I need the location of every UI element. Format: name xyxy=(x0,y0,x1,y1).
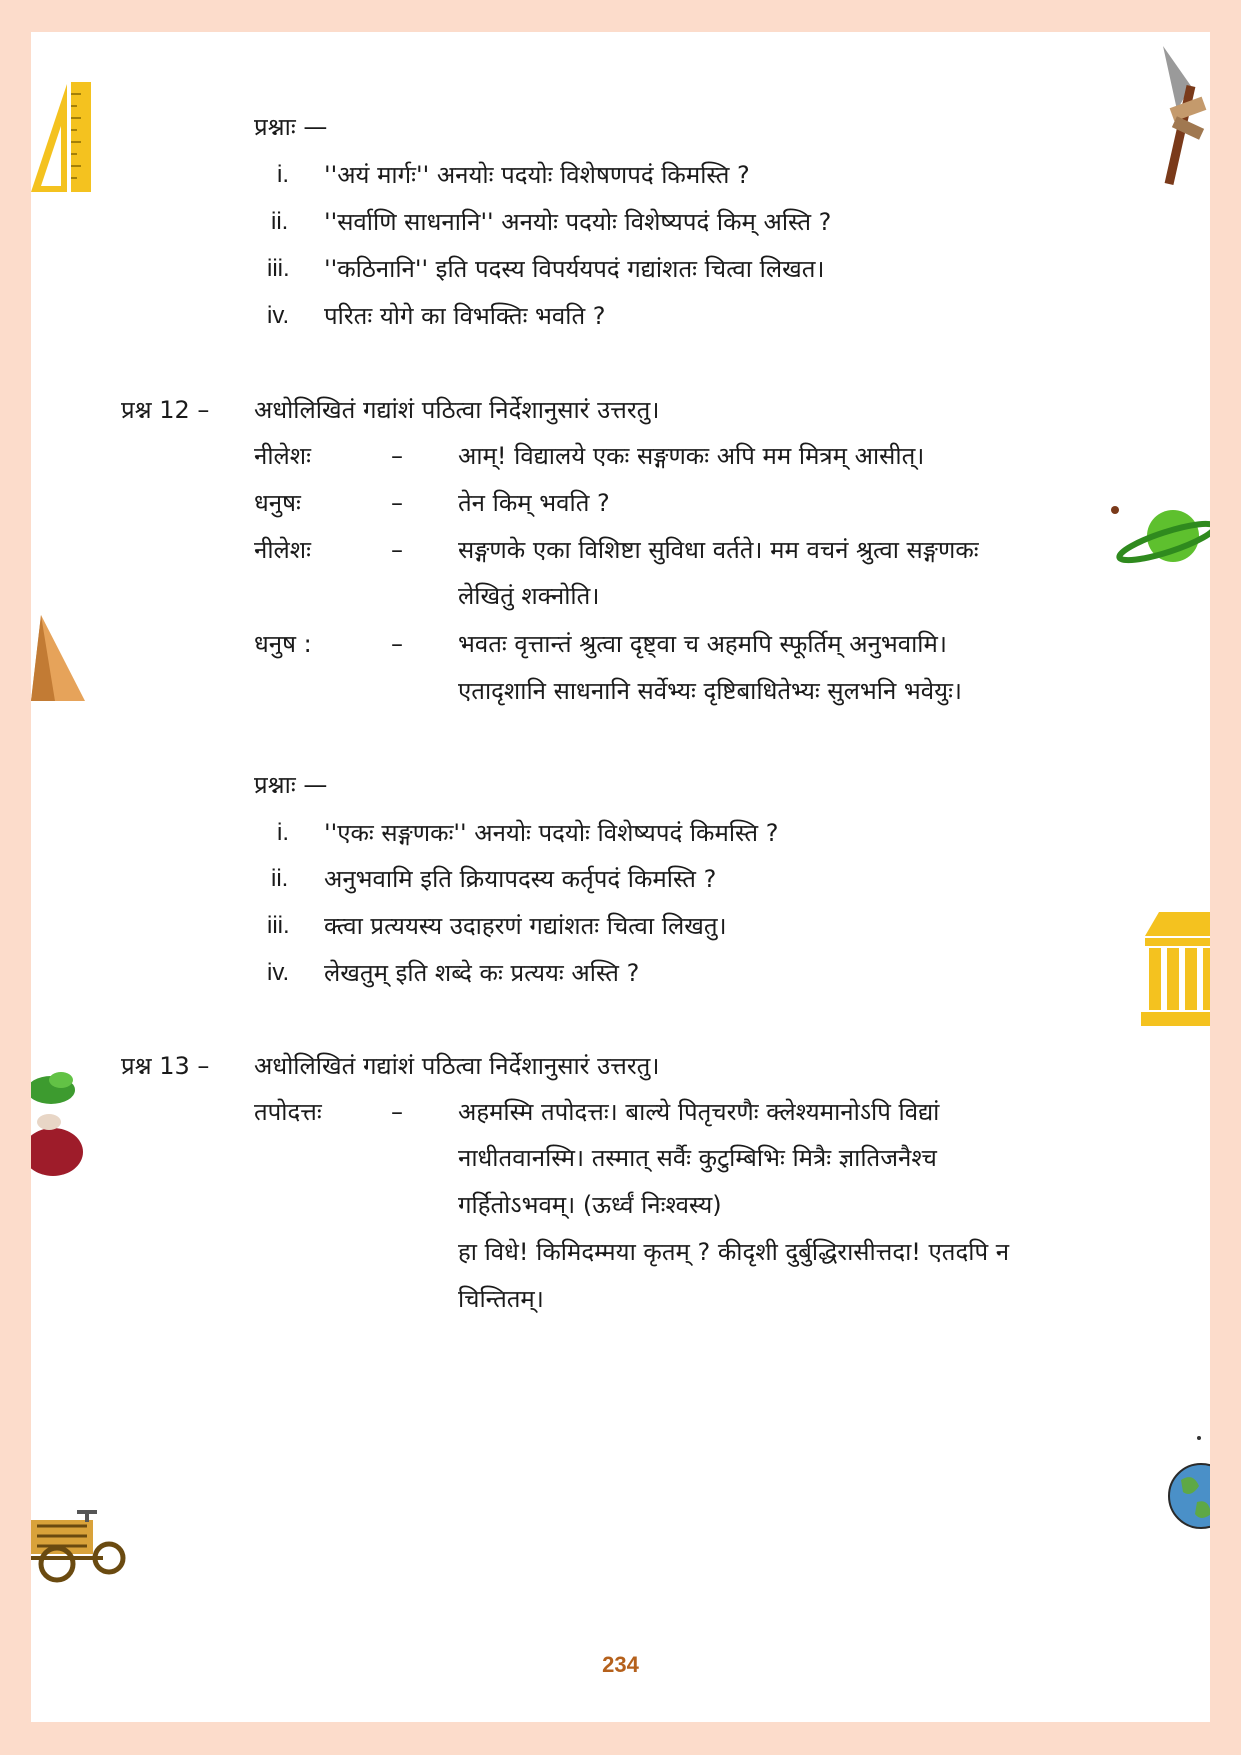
ruler-set-square-icon xyxy=(31,82,93,192)
globe-icon xyxy=(1161,1432,1210,1532)
dialogue-dash: – xyxy=(391,489,403,517)
question-label: प्रश्न 12 – xyxy=(121,396,210,424)
questions-heading: प्रश्नाः — xyxy=(254,771,328,799)
item-number: iv. xyxy=(267,959,290,986)
dialogue-dash: – xyxy=(391,536,403,564)
dialogue-line: गर्हितोऽभवम्। (ऊर्ध्वं निःश्वस्य) xyxy=(458,1191,722,1219)
dialogue-line: भवतः वृत्तान्तं श्रुत्वा दृष्ट्वा च अहमपि स्फूर्तिम् अनुभवामि। xyxy=(458,630,947,658)
item-number: ii. xyxy=(271,208,289,235)
dialogue-line: चिन्तितम्। xyxy=(458,1285,544,1313)
dialogue-line: नाधीतवानस्मि। तस्मात् सर्वैः कुटुम्बिभिः मित्रैः ज्ञातिजनैश्च xyxy=(458,1144,937,1172)
question-text: ''सर्वाणि साधनानि'' अनयोः पदयोः विशेष्यपदं किम् अस्ति ? xyxy=(324,208,832,236)
question-text: ''अयं मार्गः'' अनयोः पदयोः विशेषणपदं किमस्ति ? xyxy=(324,161,750,189)
dialogue-line: तेन किम् भवति ? xyxy=(458,489,610,517)
stone-axe-icon xyxy=(1151,46,1210,186)
item-number: ii. xyxy=(271,865,289,892)
dialogue-line: अहमस्मि तपोदत्तः। बाल्ये पितृचरणैः क्लेश्यमानोऽपि विद्यां xyxy=(458,1098,940,1126)
dialogue-line: हा विधे! किमिदम्मया कृतम् ? कीदृशी दुर्बुद्धिरासीत्तदा! एतदपि न xyxy=(458,1238,1010,1266)
question-text: लेखतुम् इति शब्दे कः प्रत्ययः अस्ति ? xyxy=(324,959,640,987)
question-text: ''एकः सङ्गणकः'' अनयोः पदयोः विशेष्यपदं किमस्ति ? xyxy=(324,819,779,847)
speaker-name: नीलेशः xyxy=(254,442,311,470)
speaker-name: नीलेशः xyxy=(254,536,311,564)
dialogue-line: एतादृशानि साधनानि सर्वेभ्यः दृष्टिबाधितेभ्यः सुलभनि भवेयुः। xyxy=(458,677,963,705)
questions-heading: प्रश्नाः — xyxy=(254,113,328,141)
item-number: iii. xyxy=(267,912,290,939)
dialogue-line: आम्! विद्यालये एकः सङ्गणकः अपि मम मित्रम् आसीत्। xyxy=(458,442,925,470)
dialogue-dash: – xyxy=(391,1098,403,1126)
question-instruction: अधोलिखितं गद्यांशं पठित्वा निर्देशानुसारं उत्तरतु। xyxy=(254,1052,660,1080)
item-number: i. xyxy=(277,819,289,846)
question-instruction: अधोलिखितं गद्यांशं पठित्वा निर्देशानुसारं उत्तरतु। xyxy=(254,396,660,424)
planet-icon xyxy=(1111,502,1210,582)
dialogue-dash: – xyxy=(391,442,403,470)
item-number: iii. xyxy=(267,255,290,282)
page-number: 234 xyxy=(602,1652,639,1677)
item-number: iv. xyxy=(267,302,290,329)
dialogue-dash: – xyxy=(391,630,403,658)
temple-pillars-icon xyxy=(1141,912,1210,1026)
speaker-name: धनुष : xyxy=(254,630,312,658)
question-text: ''कठिनानि'' इति पदस्य विपर्ययपदं गद्यांशतः चित्वा लिखत। xyxy=(324,255,825,283)
dialogue-line: सङ्गणके एका विशिष्टा सुविधा वर्तते। मम वचनं श्रुत्वा सङ्गणकः xyxy=(458,536,979,564)
item-number: i. xyxy=(277,161,289,188)
speaker-name: धनुषः xyxy=(254,489,301,517)
page xyxy=(31,32,1210,1722)
dialogue-line: लेखितुं शक्नोति। xyxy=(458,582,600,610)
speaker-name: तपोदत्तः xyxy=(254,1098,322,1126)
wheel-cart-icon xyxy=(31,1502,127,1592)
fruit-leaves-icon xyxy=(31,1062,85,1182)
question-text: अनुभवामि इति क्रियापदस्य कर्तृपदं किमस्ति ? xyxy=(324,865,717,893)
question-label: प्रश्न 13 – xyxy=(121,1052,210,1080)
pyramid-icon xyxy=(31,615,85,705)
question-text: क्त्वा प्रत्ययस्य उदाहरणं गद्यांशतः चित्वा लिखतु। xyxy=(324,912,727,940)
question-text: परितः योगे का विभक्तिः भवति ? xyxy=(324,302,606,330)
